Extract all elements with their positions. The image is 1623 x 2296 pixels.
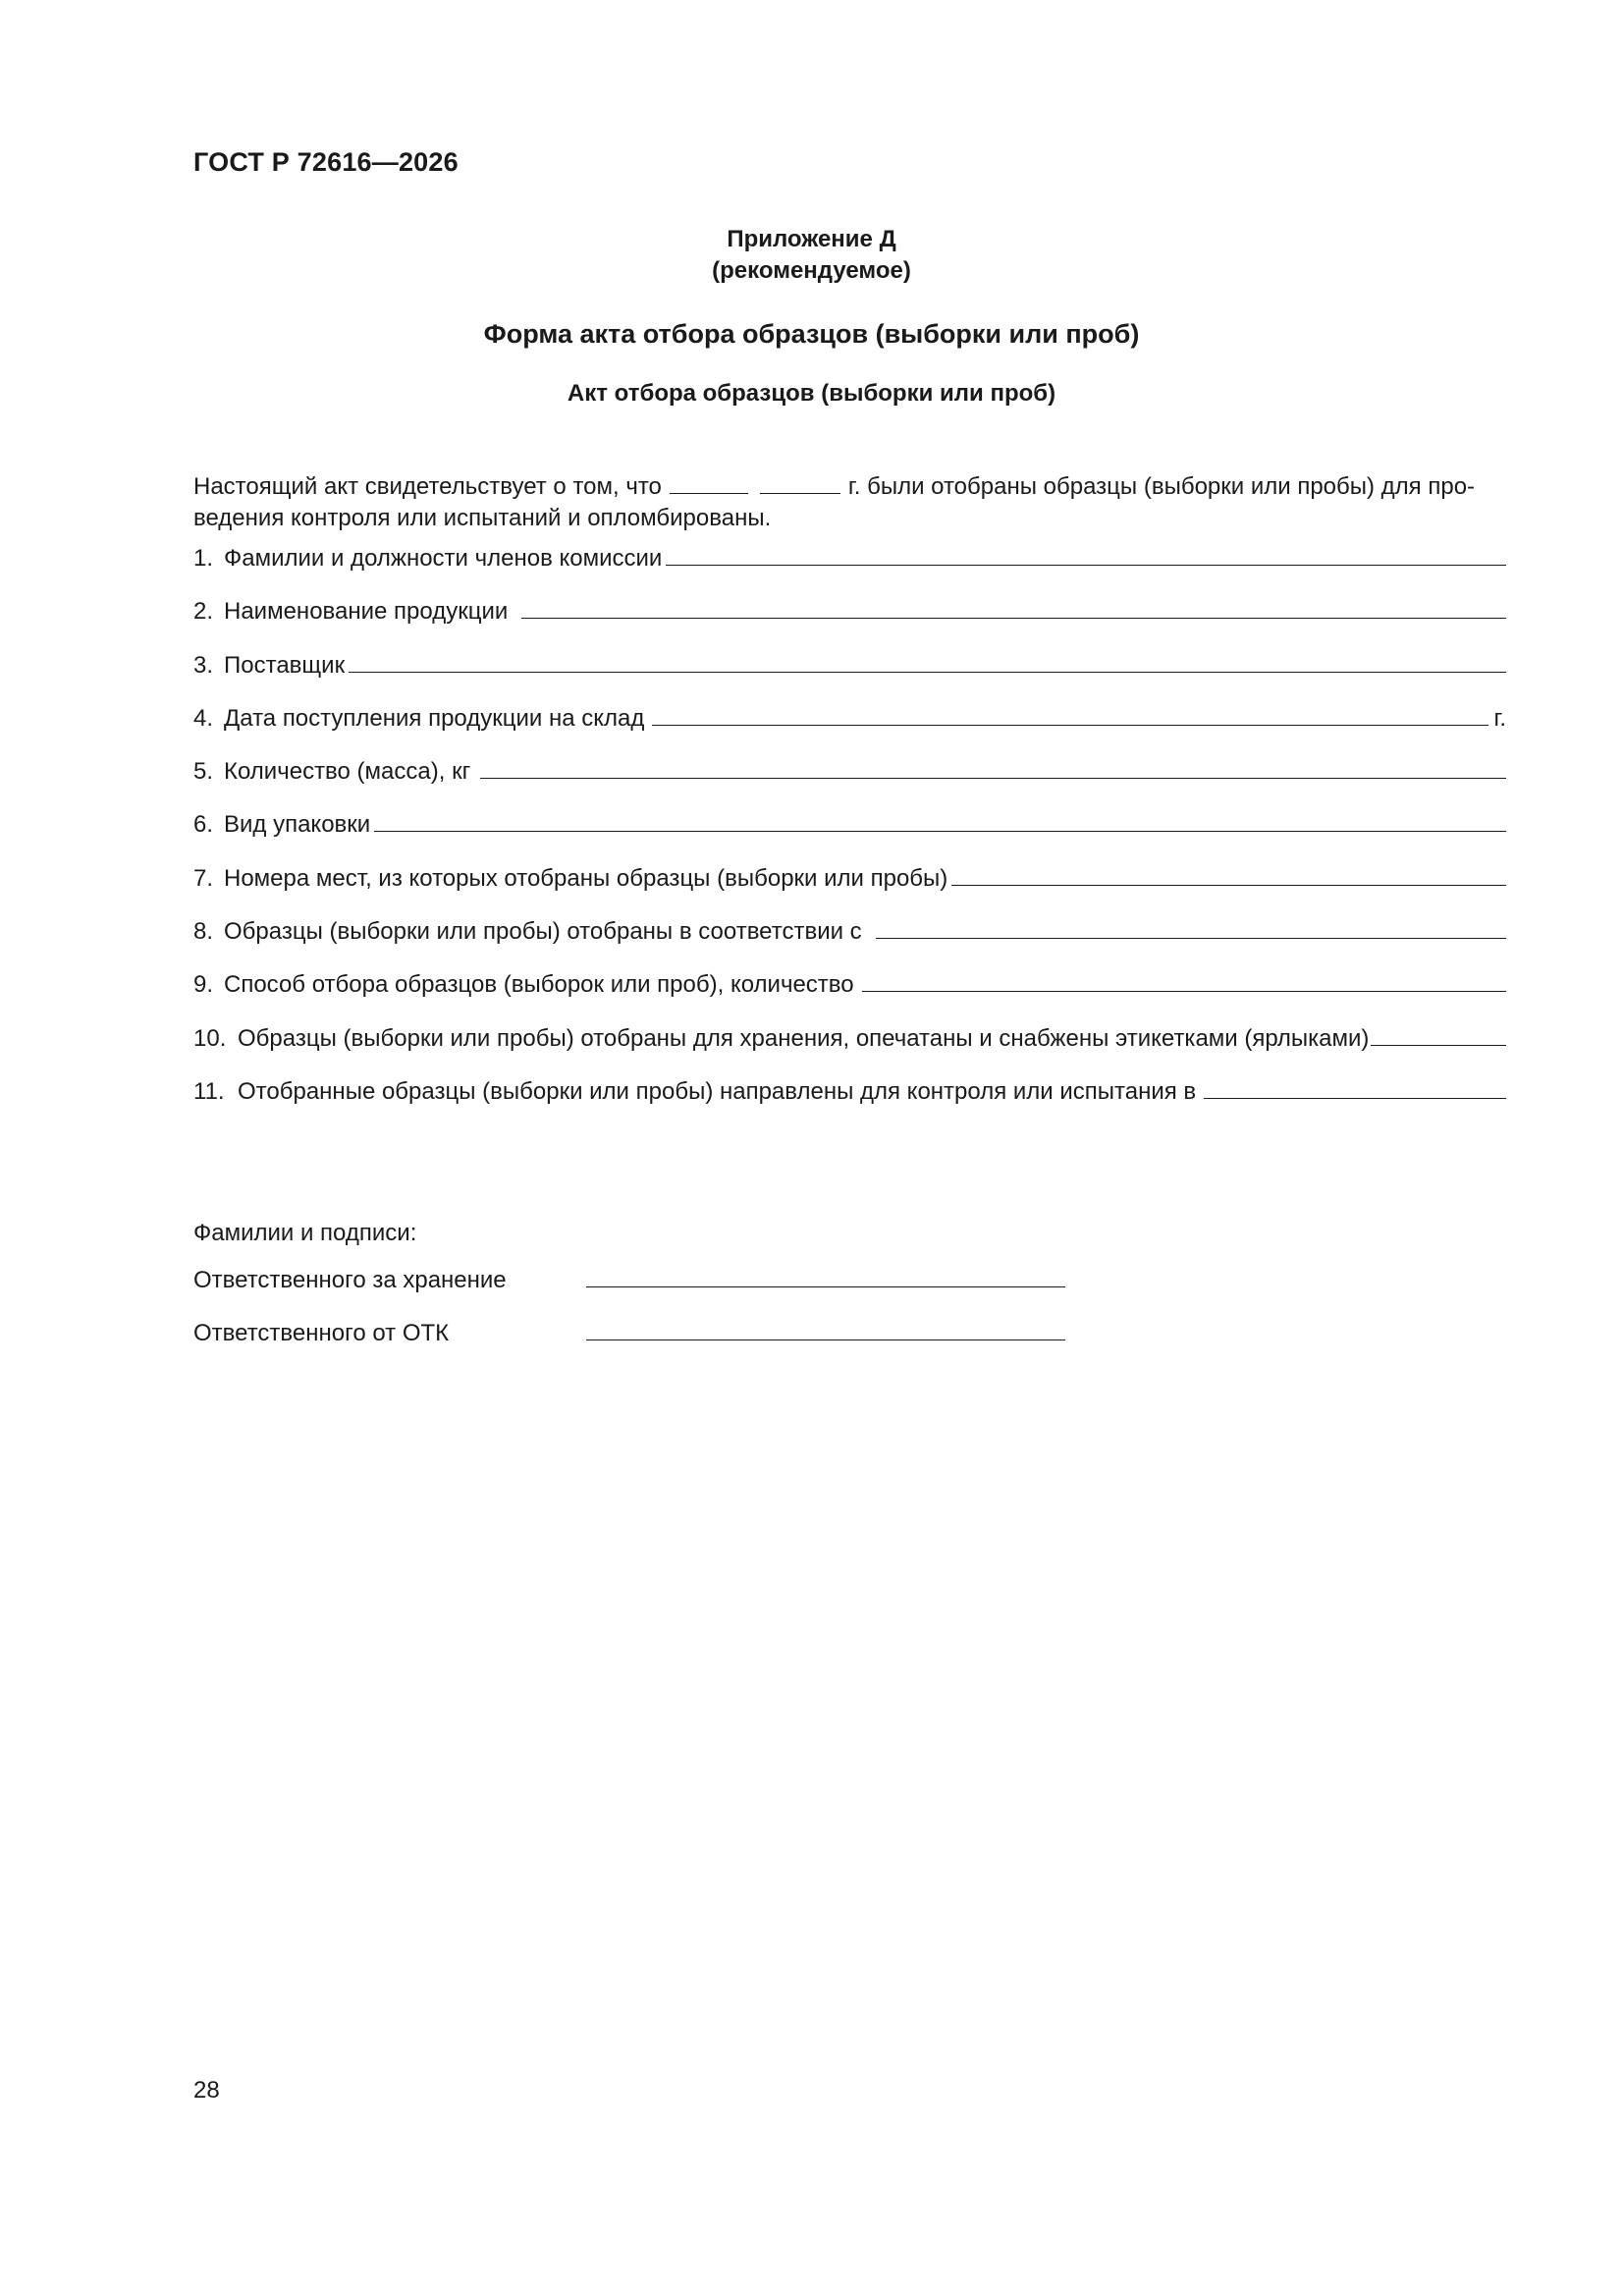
- form-item: [193, 758, 1506, 811]
- item-number: 6.: [193, 811, 214, 839]
- item-suffix: г.: [1493, 704, 1506, 732]
- form-item: [193, 918, 1506, 971]
- item-fill-line[interactable]: [374, 811, 1506, 832]
- item-label: Образцы (выборки или пробы) отобраны в соответствии с: [224, 918, 862, 946]
- form-item: [193, 705, 1506, 758]
- form-title: Форма акта отбора образцов (выборки или проб): [483, 319, 1140, 349]
- date-blank-day[interactable]: [670, 473, 748, 494]
- item-label: Количество (масса), кг: [224, 758, 471, 786]
- form-items-list: [193, 545, 1506, 1131]
- signatures-heading: Фамилии и подписи:: [193, 1220, 417, 1246]
- signature-row: [193, 1267, 1065, 1320]
- item-label: Отобранные образцы (выборки или пробы) направлены для контроля или испытания в: [238, 1077, 1197, 1105]
- item-label: Дата поступления продукции на склад: [224, 704, 645, 732]
- item-number: 4.: [193, 704, 214, 732]
- item-label: Образцы (выборки или пробы) отобраны для хранения, опечатаны и снабжены этикетками (ярлыками): [238, 1024, 1370, 1052]
- item-fill-line[interactable]: [666, 545, 1506, 566]
- item-fill-line[interactable]: [1371, 1025, 1506, 1046]
- signature-label: Ответственного от ОТК: [193, 1320, 450, 1346]
- item-fill-line[interactable]: [876, 918, 1506, 939]
- form-item: [193, 811, 1506, 864]
- item-fill-line[interactable]: [862, 971, 1506, 992]
- item-label: Фамилии и должности членов комиссии: [224, 545, 663, 572]
- item-number: 8.: [193, 918, 214, 946]
- item-fill-line[interactable]: [652, 705, 1488, 726]
- item-fill-line[interactable]: [521, 598, 1506, 619]
- item-number: 10.: [193, 1024, 227, 1052]
- item-label: Наименование продукции: [224, 598, 509, 626]
- intro-line-2: [193, 503, 1504, 534]
- item-fill-line[interactable]: [480, 758, 1506, 779]
- item-number: 9.: [193, 971, 214, 999]
- item-number: 2.: [193, 598, 214, 626]
- item-number: 11.: [193, 1077, 225, 1105]
- form-item: [193, 865, 1506, 918]
- item-label: Способ отбора образцов (выборок или проб), количество: [224, 971, 854, 999]
- page-number: 28: [193, 2077, 220, 2104]
- form-item: [193, 598, 1506, 651]
- form-item: [193, 971, 1506, 1024]
- act-title: Акт отбора образцов (выборки или проб): [567, 380, 1056, 407]
- form-item: [193, 1078, 1506, 1131]
- item-label: Номера мест, из которых отобраны образцы (выборки или пробы): [224, 864, 948, 892]
- item-fill-line[interactable]: [951, 865, 1506, 886]
- item-label: Поставщик: [224, 651, 346, 679]
- signature-label: Ответственного за хранение: [193, 1267, 507, 1293]
- form-item: [193, 545, 1506, 598]
- intro-text-part2: г. были отобраны образцы (выборки или пробы) для про-: [847, 473, 1476, 500]
- intro-text-line2: ведения контроля или испытаний и опломбированы.: [193, 505, 772, 531]
- item-number: 1.: [193, 545, 214, 572]
- item-number: 3.: [193, 651, 214, 679]
- signature-line[interactable]: [586, 1267, 1065, 1287]
- signatures-block: [193, 1220, 1065, 1373]
- item-fill-line[interactable]: [1204, 1078, 1506, 1099]
- item-number: 7.: [193, 864, 214, 892]
- item-number: 5.: [193, 758, 214, 786]
- signature-row: [193, 1320, 1065, 1373]
- item-label: Вид упаковки: [224, 811, 371, 839]
- intro-line-1: [193, 471, 1504, 503]
- appendix-title: Приложение Д: [727, 226, 896, 252]
- item-fill-line[interactable]: [349, 652, 1506, 673]
- signature-line[interactable]: [586, 1320, 1065, 1340]
- date-blank-month[interactable]: [760, 473, 840, 494]
- form-item: [193, 1025, 1506, 1078]
- appendix-status: (рекомендуемое): [712, 257, 911, 284]
- form-item: [193, 652, 1506, 705]
- document-code: ГОСТ Р 72616—2026: [193, 147, 459, 177]
- intro-paragraph: [193, 471, 1504, 534]
- intro-text-part1: Настоящий акт свидетельствует о том, что: [193, 473, 662, 500]
